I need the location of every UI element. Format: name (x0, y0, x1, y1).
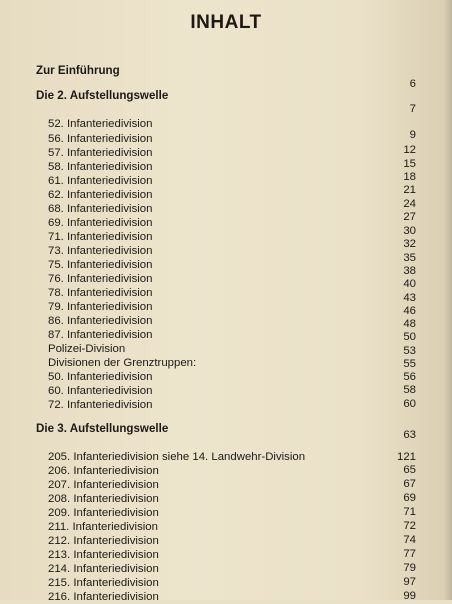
toc-entry (36, 576, 416, 590)
toc-entry-page-number: 65 (403, 464, 416, 476)
toc-entry-page-number: 27 (403, 211, 416, 223)
toc-entry (36, 506, 416, 520)
toc-entry (36, 300, 416, 317)
toc-entry-page-number: 77 (403, 548, 416, 560)
toc-entry-page-number: 15 (403, 158, 416, 170)
toc-entry-page-number: 43 (403, 292, 416, 304)
toc-entry (36, 534, 416, 548)
toc-entry-title: 206. Infanteriedivision (48, 465, 159, 477)
toc-section-heading (36, 422, 416, 441)
toc-entry-page-number: 121 (396, 451, 416, 463)
toc-entry-page-number: 38 (403, 265, 416, 277)
toc-entry-title: 207. Infanteriedivision (48, 479, 159, 491)
toc-entry (36, 590, 416, 604)
toc-entry-page-number: 46 (403, 305, 416, 317)
toc-entry-page-number: 30 (403, 225, 416, 237)
toc-entry-title: 73. Infanteriedivision (48, 245, 153, 257)
toc-entry-page-number: 32 (403, 238, 416, 250)
toc-entry-page-number: 9 (409, 129, 416, 141)
toc-entry-title: 216. Infanteriedivision (48, 591, 159, 603)
toc-entry-page-number: 18 (403, 171, 416, 183)
toc-entry (36, 464, 416, 478)
toc-entry-page-number: 50 (403, 331, 416, 343)
toc-entry-title: Divisionen der Grenztruppen: (48, 357, 197, 369)
toc-entry-page-number: 79 (403, 562, 416, 574)
toc-entry-title: 71. Infanteriedivision (48, 231, 153, 243)
toc-entry-title: 52. Infanteriedivision (48, 118, 153, 130)
toc-entry-page-number: 74 (403, 534, 416, 546)
toc-entry-title: Polizei-Division (48, 343, 126, 355)
toc-entry-page-number: 7 (409, 103, 416, 115)
toc-entry-title: 61. Infanteriedivision (48, 175, 153, 187)
toc-entry-title: 78. Infanteriedivision (48, 287, 153, 299)
toc-entry-title: Zur Einführung (36, 64, 120, 77)
toc-entry-page-number: 21 (403, 184, 416, 196)
toc-entry-page-number: 48 (403, 318, 416, 330)
toc-entry (36, 450, 416, 464)
toc-entry-page-number: 63 (403, 429, 416, 441)
toc-entry-page-number: 71 (403, 506, 416, 518)
toc-entry (36, 328, 416, 342)
toc-entry-page-number: 53 (403, 345, 416, 357)
toc-entry-title: 72. Infanteriedivision (48, 399, 153, 411)
toc-entry-title: 208. Infanteriedivision (48, 493, 159, 505)
toc-entry-title: 60. Infanteriedivision (48, 385, 153, 397)
toc-entry (36, 356, 416, 370)
toc-entry-title: Die 3. Aufstellungswelle (36, 422, 169, 435)
toc-entry-page-number: 40 (403, 278, 416, 290)
toc-entry-page-number: 55 (403, 358, 416, 370)
toc-entry (36, 258, 416, 277)
toc-entry-page-number: 12 (403, 144, 416, 156)
toc-entry (36, 342, 416, 356)
toc-entry-page-number: 99 (403, 590, 416, 602)
toc-entry-title: 57. Infanteriedivision (48, 147, 153, 159)
toc-entry (36, 272, 416, 290)
toc-entry (36, 548, 416, 562)
toc-entry-title: 215. Infanteriedivision (48, 577, 159, 589)
toc-entry-page-number: 69 (403, 492, 416, 504)
toc-entry-title: 68. Infanteriedivision (48, 203, 153, 215)
toc-entry-title: 205. Infanteriedivision siehe 14. Landwehr-Division (48, 451, 306, 463)
toc-entry (36, 230, 416, 250)
toc-section-heading (36, 89, 416, 115)
toc-entry-title: 75. Infanteriedivision (48, 259, 153, 271)
toc-entry (36, 562, 416, 576)
toc-entry-title: 87. Infanteriedivision (48, 329, 153, 341)
toc-entry (36, 398, 416, 412)
toc-entry-title: 79. Infanteriedivision (48, 301, 153, 313)
toc-entry-title: 209. Infanteriedivision (48, 507, 159, 519)
toc-entry-page-number: 72 (403, 520, 416, 532)
toc-entry-page-number: 58 (403, 384, 416, 396)
page-edge-shadow (444, 0, 452, 600)
toc-entry (36, 370, 416, 384)
toc-section-heading (36, 64, 416, 90)
toc-entry-title: 212. Infanteriedivision (48, 535, 159, 547)
toc-entry-title: 86. Infanteriedivision (48, 315, 153, 327)
toc-entry-title: 58. Infanteriedivision (48, 161, 153, 173)
toc-entry-page-number: 24 (403, 198, 416, 210)
toc-entry-title: 213. Infanteriedivision (48, 549, 159, 561)
page-title: INHALT (190, 12, 262, 33)
toc-entry-title: 50. Infanteriedivision (48, 371, 153, 383)
toc-entry-title: 69. Infanteriedivision (48, 217, 153, 229)
toc-entry-page-number: 67 (403, 478, 416, 490)
toc-entry-title: 56. Infanteriedivision (48, 133, 153, 145)
toc-entry (36, 384, 416, 398)
toc-entry (36, 478, 416, 492)
toc-entry-title: 76. Infanteriedivision (48, 273, 153, 285)
toc-entry (36, 314, 416, 328)
toc-entry (36, 244, 416, 264)
toc-entry-page-number: 97 (403, 576, 416, 588)
toc-entry-title: Die 2. Aufstellungswelle (36, 89, 169, 102)
toc-entry-page-number: 6 (409, 78, 416, 90)
toc-entry-title: 62. Infanteriedivision (48, 189, 153, 201)
toc-entry-page-number: 60 (403, 398, 416, 410)
toc-entry-title: 214. Infanteriedivision (48, 563, 159, 575)
toc-entry-page-number: 35 (403, 252, 416, 264)
toc-entry-page-number: 56 (403, 371, 416, 383)
toc-entry (36, 520, 416, 534)
toc-entry (36, 286, 416, 304)
toc-entry (36, 492, 416, 506)
toc-entry-title: 211. Infanteriedivision (48, 521, 158, 533)
